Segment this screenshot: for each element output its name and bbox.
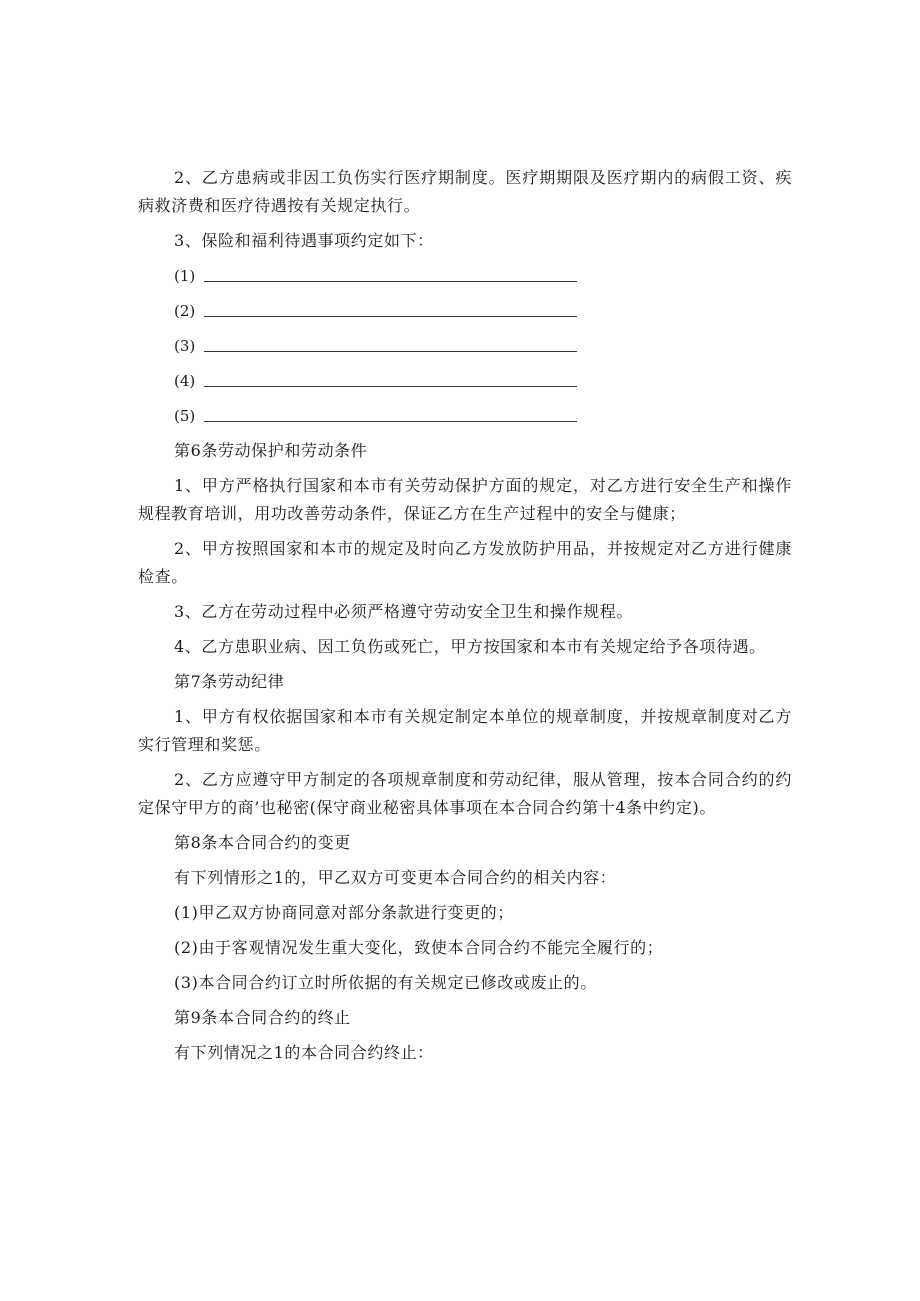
blank-field-row [138,332,792,360]
blank-field-number: (5) [174,407,196,425]
blank-field-row [138,367,792,395]
section-8-item: (2)由于客观情况发生重大变化，致使本合同合约不能完全履行的； [174,938,664,957]
section-7-title: 第7条劳动纪律 [174,672,285,691]
section-8-item: (3)本合同合约订立时所依据的有关规定已修改或废止的。 [174,973,597,992]
blank-field-number: (1) [174,267,196,285]
blank-field-line [204,335,577,352]
document-body [138,164,792,1074]
section-9-title: 第9条本合同合约的终止 [174,1008,351,1027]
paragraph-medical-period: 2、乙方患病或非因工负伤实行医疗期制度。医疗期期限及医疗期内的病假工资、疾病救济费和医疗待遇按有关规定执行。 [138,168,792,215]
blank-field-line [204,265,577,282]
blank-field-number: (3) [174,337,196,355]
blank-field-row [138,402,792,430]
paragraph-insurance-intro: 3、保险和福利待遇事项约定如下： [174,231,434,250]
blank-field-line [204,300,577,317]
section-8-item: (1)甲乙双方协商同意对部分条款进行变更的； [174,903,514,922]
blank-field-line [204,370,577,387]
blank-field-number: (2) [174,302,196,320]
section-8-intro: 有下列情形之1的，甲乙双方可变更本合同合约的相关内容： [174,868,617,887]
section-6-item: 2、甲方按照国家和本市的规定及时向乙方发放防护用品，并按规定对乙方进行健康检查。 [138,539,792,586]
blank-field-line [204,405,577,422]
section-6-title: 第6条劳动保护和劳动条件 [174,441,368,460]
section-6-item: 4、乙方患职业病、因工负伤或死亡，甲方按国家和本市有关规定给予各项待遇。 [174,637,766,656]
blank-field-row [138,297,792,325]
section-7-item: 2、乙方应遵守甲方制定的各项规章制度和劳动纪律，服从管理，按本合同合约的约定保守甲方的商’也秘密(保守商业秘密具体事项在本合同合约第十4条中约定)。 [138,770,792,817]
blank-field-row [138,262,792,290]
section-9-intro: 有下列情况之1的本合同合约终止： [174,1043,434,1062]
blank-field-number: (4) [174,372,196,390]
section-6-item: 3、乙方在劳动过程中必须严格遵守劳动安全卫生和操作规程。 [174,602,633,621]
section-8-title: 第8条本合同合约的变更 [174,833,351,852]
section-6-item: 1、甲方严格执行国家和本市有关劳动保护方面的规定，对乙方进行安全生产和操作规程教育培训，用功改善劳动条件，保证乙方在生产过程中的安全与健康； [138,476,792,523]
section-7-item: 1、甲方有权依据国家和本市有关规定制定本单位的规章制度，并按规章制度对乙方实行管理和奖惩。 [138,707,792,754]
